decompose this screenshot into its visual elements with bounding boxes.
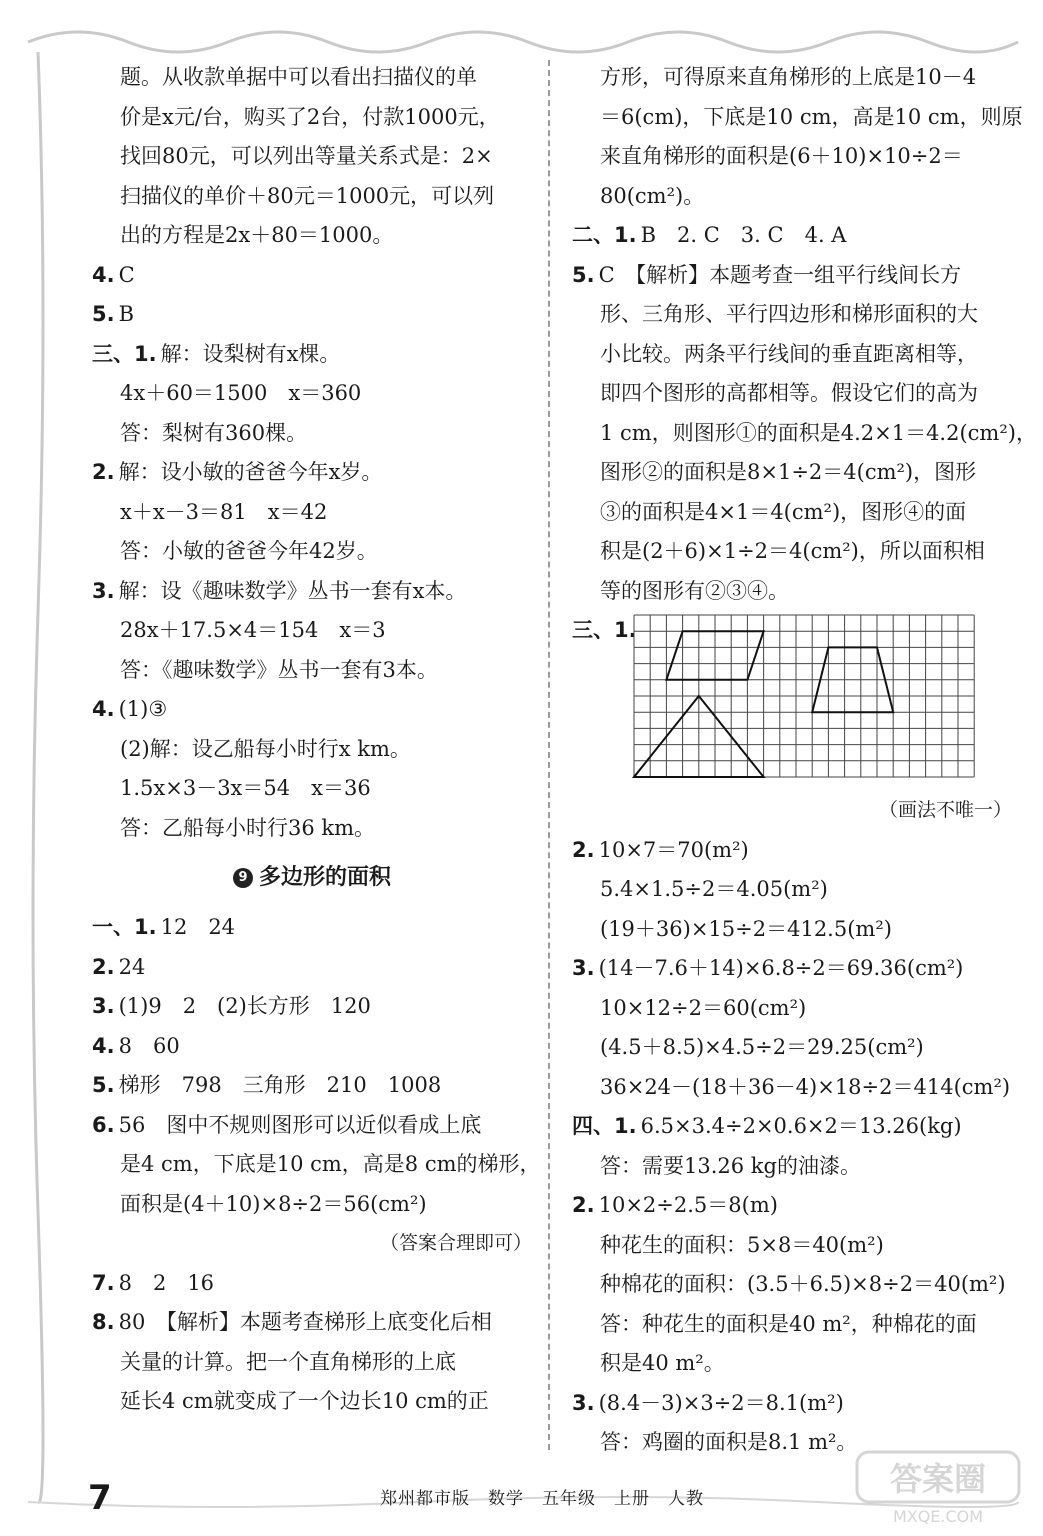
answer-text: 面积是(4＋10)×8÷2＝56(cm²) — [120, 1191, 427, 1216]
answer-line — [572, 1226, 1012, 1266]
column-divider — [548, 60, 550, 1450]
answer-line — [572, 414, 1037, 454]
answer-text: 是4 cm，下底是10 cm，高是8 cm的梯形， — [120, 1152, 541, 1176]
answer-line — [92, 295, 532, 335]
answer-text: 10×12÷2＝60(cm²) — [600, 995, 807, 1020]
question-number: 7. — [92, 1270, 115, 1295]
answer-text: 答：乙船每小时行36 km。 — [120, 815, 376, 840]
answer-text: 关量的计算。把一个直角梯形的上底 — [120, 1349, 456, 1374]
question-number: 2. — [92, 954, 115, 979]
answer-text: (2)解：设乙船每小时行x km。 — [120, 736, 411, 761]
answer-text: 图形②的面积是8×1÷2＝4(cm²)，图形 — [600, 460, 977, 484]
question-number: 5. — [572, 262, 595, 287]
answer-line — [92, 1382, 532, 1422]
question-number: 5. — [92, 302, 115, 326]
answer-line — [572, 1186, 1012, 1226]
right-column — [572, 58, 1037, 1463]
drawing-answer — [572, 611, 1012, 791]
answer-text: 答：需要13.26 kg的油漆。 — [600, 1153, 861, 1178]
answer-line — [92, 987, 532, 1027]
question-number: 3. — [92, 994, 115, 1018]
answer-line — [92, 1106, 532, 1146]
answer-text: 6.5×3.4÷2×0.6×2＝13.26(kg) — [640, 1114, 962, 1138]
answer-line — [572, 1305, 1012, 1345]
section-title: 多边形的面积 — [258, 865, 391, 890]
answer-line — [572, 989, 1012, 1029]
question-number: 3. — [572, 1390, 595, 1415]
answer-line — [572, 335, 1012, 375]
answer-text: 答：《趣味数学》丛书一套有3本。 — [120, 657, 438, 682]
answer-line — [92, 453, 532, 493]
answer-text: 12 24 — [160, 915, 236, 939]
answer-text: C 【解析】本题考查一组平行线间长方 — [598, 262, 962, 287]
left-answers-part2 — [92, 908, 541, 1224]
left-column — [92, 58, 541, 1422]
answer-line — [572, 1384, 1012, 1424]
answer-line — [92, 730, 532, 770]
watermark-logo — [853, 1448, 1023, 1528]
answer-line — [572, 453, 1012, 493]
answer-text: 80 【解析】本题考查梯形上底变化后相 — [118, 1310, 492, 1334]
answer-line — [92, 769, 532, 809]
answer-text: 种棉花的面积：(3.5＋6.5)×8÷2＝40(m²) — [600, 1272, 1006, 1296]
answer-line — [92, 809, 532, 849]
answer-text: 形、三角形、平行四边形和梯形面积的大 — [600, 302, 978, 326]
answer-text: 答：小敏的爸爸今年42岁。 — [120, 539, 378, 563]
answer-text: 来直角梯形的面积是(6＋10)×10÷2＝ — [600, 144, 963, 168]
answer-line — [92, 414, 532, 454]
answer-note: （答案合理即可） — [379, 1232, 532, 1254]
section-number-badge: 9 — [233, 868, 253, 888]
answer-line — [572, 532, 1012, 572]
answer-text: (8.4－3)×3÷2＝8.1(m²) — [598, 1390, 844, 1415]
answer-text: 24 — [118, 954, 146, 979]
answer-line — [572, 374, 1012, 414]
answer-line — [92, 137, 532, 177]
footer-book-info: 郑州都市版 数学 五年级 上册 人教 — [380, 1489, 704, 1509]
question-number: 6. — [92, 1112, 115, 1137]
question-number: 二、1. — [572, 223, 637, 247]
answer-text: (19＋36)×15÷2＝412.5(m²) — [600, 916, 892, 941]
answer-text: 题。从收款单据中可以看出扫描仪的单 — [120, 65, 477, 89]
answer-line — [92, 1343, 532, 1383]
answer-line — [92, 374, 532, 414]
drawing-note: （画法不唯一） — [878, 799, 1012, 821]
answer-text: 10×7＝70(m²) — [598, 837, 749, 862]
answer-line — [572, 1107, 1012, 1147]
answer-text: (1)③ — [118, 697, 168, 721]
answer-text: 56 图中不规则图形可以近似看成上底 — [118, 1112, 482, 1137]
grid-question-number: 三、1. — [572, 618, 637, 642]
answer-line — [92, 1066, 532, 1106]
answer-text: 等的图形有②③④。 — [600, 578, 789, 603]
question-number: 4. — [92, 697, 115, 721]
answer-text: 方形，可得原来直角梯形的上底是10－4 — [600, 65, 977, 89]
answer-text: 扫描仪的单价＋80元＝1000元，可以列 — [120, 183, 495, 208]
answer-text: 解：设梨树有x棵。 — [160, 341, 341, 366]
answer-text: 答：梨树有360棵。 — [120, 420, 308, 445]
answer-text: x＋x－3＝81 x＝42 — [120, 499, 328, 524]
answer-text: 解：设《趣味数学》丛书一套有x本。 — [118, 578, 467, 603]
left-answers-part3 — [92, 1264, 532, 1422]
question-number: 3. — [572, 956, 595, 980]
answer-text: (14－7.6＋14)×6.8÷2＝69.36(cm²) — [598, 956, 964, 980]
question-number: 2. — [92, 460, 115, 484]
answer-line — [572, 949, 1012, 989]
answer-text: ＝6(cm)，下底是10 cm，高是10 cm，则原 — [600, 104, 1023, 129]
answer-line — [572, 177, 1012, 217]
answer-text: 10×2÷2.5＝8(m) — [598, 1193, 778, 1217]
answer-text: (1)9 2 (2)长方形 120 — [118, 994, 371, 1018]
answer-line — [572, 1147, 1012, 1187]
answer-text: 1.5x×3－3x＝54 x＝36 — [120, 776, 371, 800]
answer-line — [92, 532, 532, 572]
answer-text: 价是x元/台，购买了2台，付款1000元， — [120, 104, 500, 129]
question-number: 三、1. — [92, 341, 157, 366]
left-answers-part1 — [92, 58, 532, 848]
answer-line — [92, 216, 532, 256]
answer-line — [92, 1027, 532, 1067]
answer-line — [572, 1068, 1012, 1108]
answer-text: B 2. C 3. C 4. A — [640, 223, 847, 247]
answer-line — [572, 910, 1012, 950]
answer-text: 4x＋60＝1500 x＝360 — [120, 381, 362, 405]
answer-line — [92, 572, 532, 612]
answer-text: 积是40 m²。 — [600, 1351, 725, 1375]
answer-text: 梯形 798 三角形 210 1008 — [118, 1073, 442, 1097]
answer-line — [92, 256, 532, 296]
answer-text: 8 60 — [118, 1033, 180, 1058]
answer-line — [572, 58, 1012, 98]
answer-line — [572, 1344, 1012, 1384]
answer-line — [572, 870, 1012, 910]
answer-line — [572, 137, 1012, 177]
answer-line — [572, 216, 1012, 256]
answer-line — [572, 98, 1023, 138]
answer-text: 种花生的面积：5×8＝40(m²) — [600, 1232, 884, 1257]
answer-line — [92, 690, 532, 730]
answer-line — [92, 58, 532, 98]
answer-line — [572, 831, 1012, 871]
question-number: 3. — [92, 578, 115, 603]
answer-text: 28x＋17.5×4＝154 x＝3 — [120, 618, 386, 642]
question-number: 2. — [572, 1193, 595, 1217]
answer-line — [92, 98, 532, 138]
answer-line — [92, 611, 532, 651]
question-number: 4. — [92, 1033, 115, 1058]
answer-text: 解：设小敏的爸爸今年x岁。 — [118, 460, 383, 484]
answer-line — [92, 1185, 532, 1225]
answer-line — [92, 908, 532, 948]
answer-line — [92, 493, 532, 533]
right-answers-part2 — [572, 831, 1012, 1463]
question-number: 5. — [92, 1073, 115, 1097]
answer-line — [92, 1264, 532, 1304]
answer-text: B — [118, 302, 135, 326]
answer-text: 36×24－(18＋36－4)×18÷2＝414(cm²) — [600, 1074, 1011, 1099]
question-number: 4. — [92, 262, 115, 287]
answer-line — [92, 1145, 541, 1185]
answer-text: 延长4 cm就变成了一个边长10 cm的正 — [120, 1389, 489, 1413]
right-answers-part1 — [572, 58, 1037, 611]
answer-text: 1 cm，则图形①的面积是4.2×1＝4.2(cm²)， — [600, 420, 1037, 445]
answer-line — [92, 948, 532, 988]
svg-text:MXQE.COM: MXQE.COM — [892, 1507, 984, 1526]
answer-text: 答：鸡圈的面积是8.1 m²。 — [600, 1430, 858, 1454]
answer-line — [92, 1303, 532, 1343]
answer-text: 小比较。两条平行线间的垂直距离相等， — [600, 341, 978, 366]
answer-text: C — [118, 262, 135, 287]
answer-text: 8 2 16 — [118, 1270, 215, 1295]
answer-text: 答：种花生的面积是40 m²，种棉花的面 — [600, 1311, 977, 1336]
answer-line — [572, 493, 1012, 533]
answer-line — [572, 1028, 1012, 1068]
question-number: 一、1. — [92, 915, 157, 939]
answer-line — [572, 295, 1012, 335]
answer-line — [572, 1265, 1012, 1305]
question-number: 四、1. — [572, 1114, 637, 1138]
page-number: 7 — [88, 1478, 112, 1518]
answer-text: 出的方程是2x＋80＝1000。 — [120, 223, 394, 247]
answer-text: 5.4×1.5÷2＝4.05(m²) — [600, 877, 828, 901]
answer-line — [92, 177, 532, 217]
question-number: 2. — [572, 837, 595, 862]
answer-line — [572, 256, 1012, 296]
square-grid-drawing — [632, 613, 977, 785]
answer-text: 即四个图形的高都相等。假设它们的高为 — [600, 381, 978, 405]
answer-line — [92, 335, 532, 375]
answer-text: ③的面积是4×1＝4(cm²)，图形④的面 — [600, 499, 967, 524]
question-number: 8. — [92, 1310, 115, 1334]
answer-text: 80(cm²)。 — [600, 183, 705, 208]
answer-text: 积是(2＋6)×1÷2＝4(cm²)，所以面积相 — [600, 539, 985, 563]
answer-line — [92, 651, 532, 691]
answer-text: (4.5＋8.5)×4.5÷2＝29.25(cm²) — [600, 1035, 924, 1059]
answer-line — [572, 572, 1012, 612]
answer-text: 找回80元，可以列出等量关系式是：2× — [120, 144, 493, 168]
svg-text:答案圈: 答案圈 — [889, 1460, 987, 1498]
section-heading — [92, 848, 532, 908]
